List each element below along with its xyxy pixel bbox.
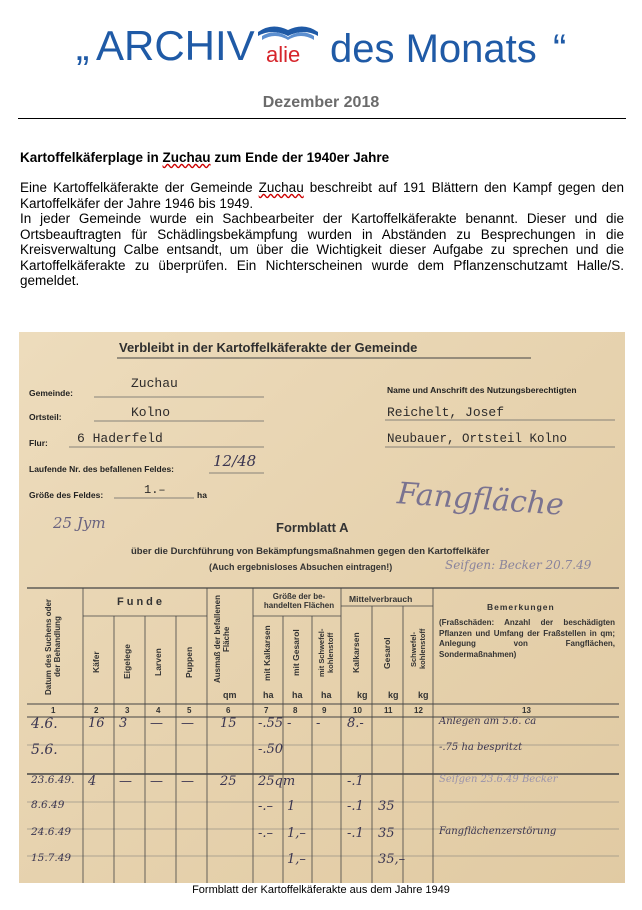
cell-bemerk: -.75 ha bespritzt (439, 742, 523, 753)
formblatt-heading: Formblatt A (276, 520, 349, 535)
paragraph-1 (20, 180, 624, 211)
column-number: 5 (187, 706, 192, 715)
column-number: 6 (226, 706, 231, 715)
cell-gesarol2: 35 (378, 826, 395, 841)
header-kalkarsen: Kalkarsen (351, 632, 361, 674)
column-number: 7 (264, 706, 269, 715)
column-number: 1 (51, 706, 56, 715)
cell-date: 15.7.49 (31, 852, 72, 864)
column-number: 8 (293, 706, 298, 715)
ha-label: ha (197, 490, 207, 500)
form-subtitle-2: (Auch ergebnisloses Absuchen eintragen!) (209, 562, 393, 572)
header-gesarol: Gesarol (382, 637, 392, 669)
gemeinde-value: Zuchau (131, 376, 178, 391)
scanned-form-image (19, 332, 625, 883)
header-ausmass: Ausmaß der befallenen Fläche (213, 594, 231, 684)
header-divider (18, 118, 626, 119)
cell-kalk: 25qm (258, 774, 296, 789)
header-mit-kalkarsen: mit Kalkarsen (262, 625, 272, 681)
header-schwefel: Schwefel-kohlenstoff (409, 628, 427, 670)
column-number: 9 (322, 706, 327, 715)
ortsteil-label: Ortsteil: (29, 412, 62, 422)
header-kg-1: kg (357, 690, 368, 700)
logo-archiv: ARCHIV (96, 22, 255, 69)
headline-pre: Kartoffelkäferplage in (20, 150, 163, 165)
owner-line-1: Reichelt, Josef (387, 405, 505, 420)
header-ha-1: ha (263, 690, 274, 700)
cell-kaefer: 4 (88, 774, 97, 789)
issue-month: Dezember 2018 (262, 94, 380, 111)
flur-value: 6 Haderfeld (77, 431, 163, 446)
cell-kalk: -.55 (258, 716, 284, 731)
cell-ausmass: 15 (220, 716, 237, 731)
logo-close-quote: “ (553, 27, 567, 71)
header-puppen: Puppen (184, 646, 194, 678)
cell-date: 4.6. (31, 716, 58, 732)
logo-des-monats: des Monats (330, 27, 537, 71)
header-groesse: Größe der be-handelten Flächen (263, 592, 335, 610)
headline-place: Zuchau (162, 150, 211, 165)
open-book-icon (258, 26, 318, 40)
form-title: Verbleibt in der Kartoffelkäferakte der Gemeinde (119, 340, 418, 355)
archivalie-logo (0, 10, 642, 80)
p1-pre: Eine Kartoffelkäferakte der Gemeinde (20, 180, 259, 195)
cell-schwefel: - (316, 716, 321, 731)
logo-open-quote: „ (76, 25, 90, 69)
cell-kalk: -.– (258, 826, 274, 841)
cell-eigelege: 3 (119, 716, 128, 731)
cell-puppen: — (181, 774, 194, 789)
header-datum: Datum des Suchens oder der Behandlung (44, 598, 62, 696)
column-number: 3 (125, 706, 130, 715)
header-bemerkungen-text: (Fraßschäden: Anzahl der beschädigten Pflanzen und Umfang der Fraßstellen in qm; Anlegung von Fangflächen, Sondermaßnahmen) (439, 618, 615, 659)
article-body (20, 180, 624, 289)
header-kg-3: kg (418, 690, 429, 700)
cell-gesarol2: 35 (378, 799, 395, 814)
cell-gesarol: 1,– (287, 852, 306, 867)
fangflaeche-handwritten: Fangfläche (395, 476, 565, 523)
header-funde: Funde (117, 596, 165, 608)
cell-kalkarsen: 8.- (347, 716, 364, 731)
column-number: 10 (353, 706, 362, 715)
header-bemerkungen: Bemerkungen (487, 602, 555, 612)
header-eigelege: Eigelege (122, 644, 132, 680)
cell-kalk: -.50 (258, 742, 284, 757)
cell-ausmass: 25 (220, 774, 237, 789)
image-caption: Formblatt der Kartoffelkäferakte aus dem Jahre 1949 (192, 884, 450, 896)
p1-place: Zuchau (258, 180, 304, 195)
header-kg-2: kg (388, 690, 399, 700)
cell-kalkarsen: -.1 (347, 826, 364, 841)
header-ha-2: ha (292, 690, 303, 700)
cell-larven: — (150, 716, 163, 731)
cell-kalkarsen: -.1 (347, 799, 364, 814)
cell-kalkarsen: -.1 (347, 774, 364, 789)
owner-label: Name und Anschrift des Nutzungsberechtigten (387, 385, 577, 395)
signature-top: Seifgen: Becker 20.7.49 (445, 558, 592, 572)
logo-alie: alie (266, 42, 301, 67)
header-kaefer: Käfer (91, 651, 101, 673)
column-number: 2 (94, 706, 99, 715)
paragraph-2: In jeder Gemeinde wurde ein Sachbearbeiter der Kartoffelkäferakte benannt. Dieser und die Ortsbeauftragten für Schädlingsbekämpfung wurden in Abständen zu Besprechungen in die Kreisverwaltung Calbe entsandt, um über die Wichtigkeit dieser Aufgabe zu sprechen und die Kartoffelkäferakte zu überprüfen. Ein Nichterscheinen wurde dem Pflanzenschutzamt Halle/S. gemeldet. (20, 211, 624, 288)
cell-gesarol: 1 (287, 799, 296, 814)
cell-gesarol: 1,– (287, 826, 306, 841)
cell-date: 24.6.49 (31, 826, 72, 838)
header-ausmass-unit: qm (223, 690, 237, 700)
header-larven: Larven (153, 648, 163, 676)
groesse-value: 1.– (144, 483, 166, 497)
cell-kalk: -.– (258, 799, 274, 814)
cell-gesarol: - (287, 716, 292, 731)
flur-label: Flur: (29, 438, 48, 448)
gemeinde-label: Gemeinde: (29, 388, 73, 398)
header-ha-3: ha (321, 690, 332, 700)
cell-eigelege: — (119, 774, 132, 789)
laufende-nr-value: 12/48 (213, 452, 257, 470)
column-number: 12 (414, 706, 423, 715)
article-headline (20, 150, 389, 165)
logo-graphic (0, 10, 642, 80)
form-subtitle: über die Durchführung von Bekämpfungsmaßnahmen gegen den Kartoffelkäfer (131, 546, 490, 557)
column-number: 11 (384, 706, 393, 715)
column-number: 13 (522, 706, 531, 715)
cell-bemerk: Fangflächenzerstörung (439, 826, 557, 837)
groesse-label: Größe des Feldes: (29, 490, 104, 500)
laufende-nr-label: Laufende Nr. des befallenen Feldes: (29, 464, 175, 474)
headline-post: zum Ende der 1940er Jahre (210, 150, 390, 165)
cell-date: 5.6. (31, 742, 58, 758)
ortsteil-value: Kolno (131, 405, 171, 420)
header-mittelverbrauch: Mittelverbrauch (349, 594, 413, 604)
cell-date: 8.6.49 (31, 799, 65, 811)
column-number: 4 (156, 706, 161, 715)
cell-bemerk: Anlegen am 5.6. ca (439, 716, 537, 727)
header-mit-gesarol: mit Gesarol (291, 629, 301, 677)
note-25: 25 Jym (53, 514, 106, 532)
cell-bemerk: Seifgen 23.6.49 Becker (439, 774, 558, 785)
cell-gesarol2: 35,– (378, 852, 406, 867)
cell-kaefer: 16 (88, 716, 105, 731)
header-mit-schwefel: mit Schwefel-kohlenstoff (317, 628, 335, 678)
p1-post: beschreibt auf 191 Blättern den Kampf gegen den Kartoffelkäfer der Jahre 1946 bis 1949. (20, 180, 624, 211)
cell-date: 23.6.49. (31, 774, 75, 786)
owner-line-2: Neubauer, Ortsteil Kolno (387, 432, 568, 446)
cell-puppen: — (181, 716, 194, 731)
cell-larven: — (150, 774, 163, 789)
